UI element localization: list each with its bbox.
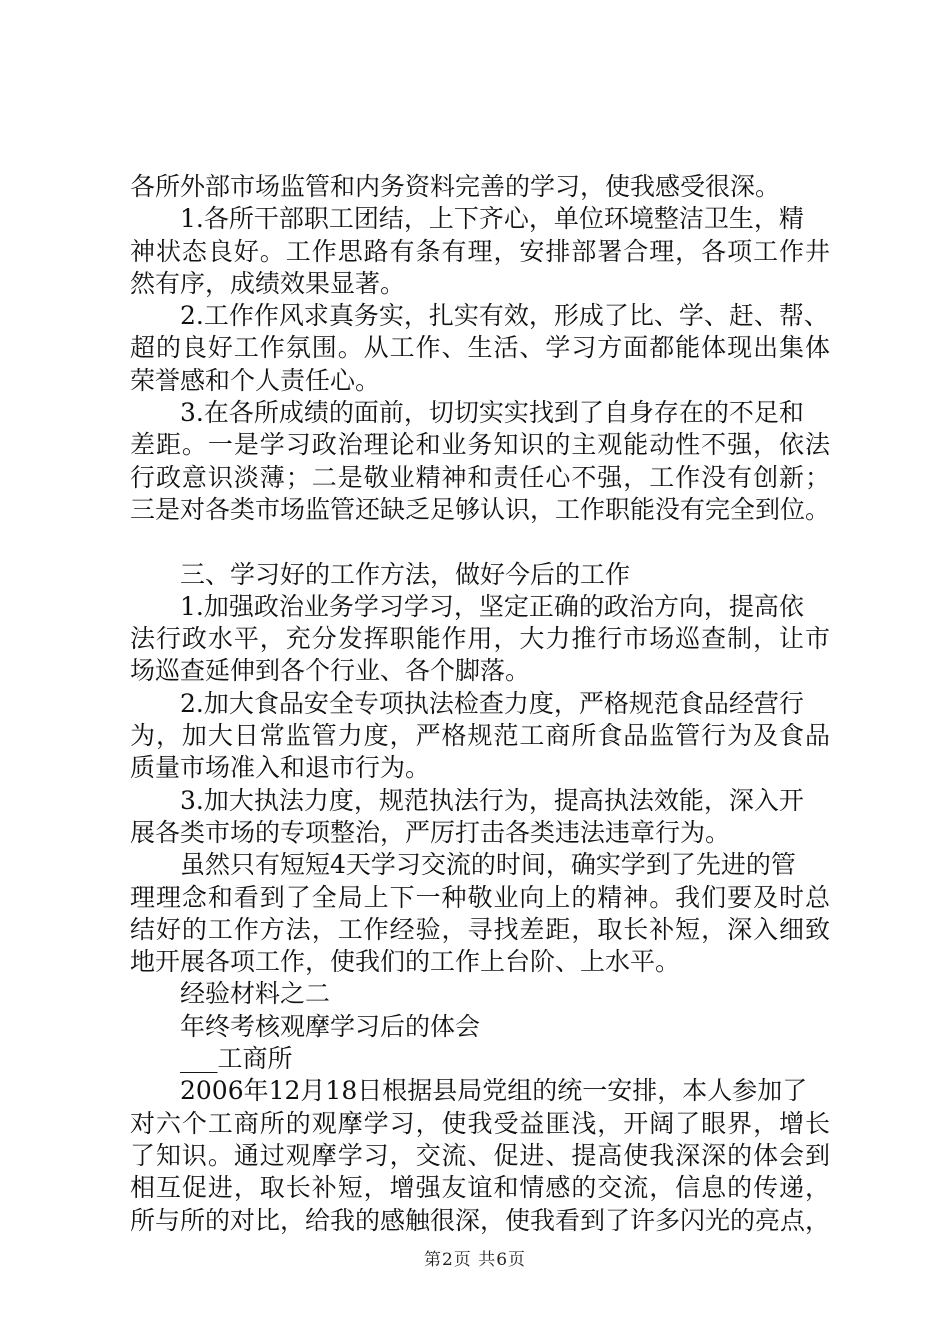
- text-line: 地开展各项工作，使我们的工作上台阶、上水平。: [130, 947, 681, 977]
- text-line: 3.加大执法力度，规范执法行为，提高执法效能，深入开: [180, 785, 804, 815]
- section-title: 经验材料之二: [180, 979, 331, 1009]
- text-line: 各所外部市场监管和内务资料完善的学习，使我感受很深。: [130, 172, 781, 201]
- document-body: [130, 171, 830, 1237]
- text-line: 展各类市场的专项整治，严厉打击各类违法违章行为。: [130, 817, 731, 847]
- text-line: 超的良好工作氛围。从工作、生活、学习方面都能体现出集体: [130, 333, 830, 363]
- section-heading: 三、学习好的工作方法，做好今后的工作: [180, 559, 631, 589]
- text-line: 1.各所干部职工团结，上下齐心，单位环境整洁卫生，精: [180, 204, 804, 234]
- text-line: 所与所的对比，给我的感触很深，使我看到了许多闪光的亮点，: [130, 1205, 831, 1235]
- text-line: 结好的工作方法，工作经验，寻找差距，取长补短，深入细致: [130, 914, 830, 944]
- author-line: ___工商所: [180, 1044, 293, 1074]
- text-line: 法行政水平，充分发挥职能作用，大力推行市场巡查制，让市: [130, 624, 830, 654]
- text-line: 虽然只有短短4天学习交流的时间，确实学到了先进的管: [180, 850, 796, 880]
- text-line: 神状态良好。工作思路有条有理，安排部署合理，各项工作井: [130, 236, 830, 266]
- text-line: 3.在各所成绩的面前，切切实实找到了自身存在的不足和: [180, 398, 804, 428]
- text-line: 为，加大日常监管力度，严格规范工商所食品监管行为及食品: [130, 721, 830, 751]
- text-line: 了知识。通过观摩学习，交流、促进、提高使我深深的体会到: [130, 1140, 830, 1170]
- text-line: 对六个工商所的观摩学习，使我受益匪浅，开阔了眼界，增长: [130, 1108, 830, 1138]
- text-line: 三是对各类市场监管还缺乏足够认识，工作职能没有完全到位。: [130, 494, 831, 524]
- text-line: 质量市场准入和退市行为。: [130, 753, 431, 783]
- text-line: 2.工作作风求真务实，扎实有效，形成了比、学、赶、帮、: [180, 301, 829, 331]
- text-line: 2.加大食品安全专项执法检查力度，严格规范食品经营行: [180, 688, 804, 718]
- text-line: 差距。一是学习政治理论和业务知识的主观能动性不强，依法: [130, 430, 830, 460]
- paragraph-gap: [130, 526, 830, 558]
- article-title: 年终考核观摩学习后的体会: [180, 1011, 481, 1041]
- text-line: 行政意识淡薄；二是敬业精神和责任心不强，工作没有创新；: [130, 462, 830, 492]
- text-line: 理理念和看到了全局上下一种敬业向上的精神。我们要及时总: [130, 882, 830, 912]
- text-line: 2006年12月18日根据县局党组的统一安排，本人参加了: [180, 1076, 808, 1106]
- text-line: 然有序，成绩效果显著。: [130, 268, 406, 298]
- text-line: 场巡查延伸到各个行业、各个脚落。: [130, 656, 531, 686]
- page-number-footer: 第2页 共6页: [423, 1250, 527, 1270]
- text-line: 荣誉感和个人责任心。: [130, 365, 381, 395]
- text-line: 1.加强政治业务学习学习，坚定正确的政治方向，提高依: [180, 591, 804, 621]
- text-line: 相互促进，取长补短，增强友谊和情感的交流，信息的传递，: [130, 1173, 830, 1203]
